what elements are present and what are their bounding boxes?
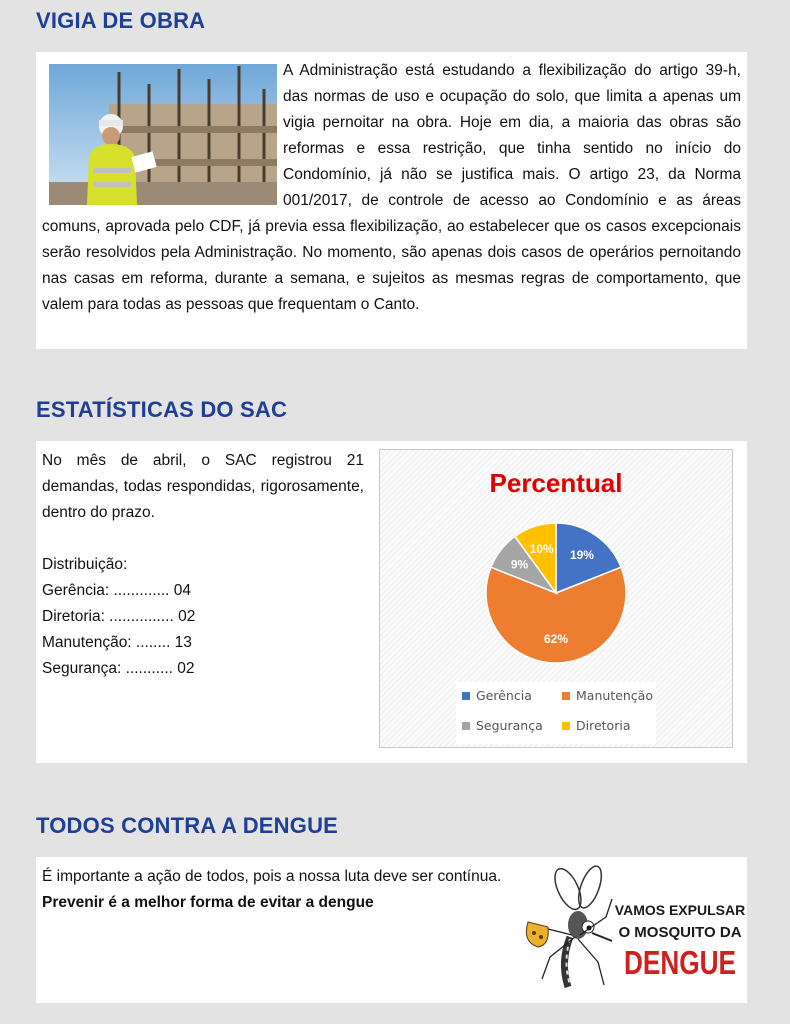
legend-label: Diretoria [576,718,631,733]
distribution-line: Gerência: ............. 04 [42,582,192,599]
legend-label: Manutenção [576,688,653,703]
dengue-text-block [42,864,508,916]
section-title-vigia: VIGIA DE OBRA [36,8,206,33]
distribution-line: Manutenção: ........ 13 [42,634,192,651]
logo-line-2: O MOSQUITO DA [618,924,742,941]
sac-intro: No mês de abril, o SAC registrou 21 demandas, todas respondidas, rigorosamente, dentro do prazo. [42,452,364,521]
distribution-line: Diretoria: ............... 02 [42,608,196,625]
logo-line-1: VAMOS EXPULSAR [614,902,746,918]
legend-label: Gerência [476,688,532,703]
mosquito-icon [526,863,612,987]
pie-data-label: 10% [529,542,554,557]
distribution-line: Segurança: ........... 02 [42,660,195,677]
legend-swatch [462,692,470,700]
vigia-paragraph: A Administração está estudando a flexibilização do artigo 39-h, das normas de uso e ocupação do solo, que limita a apenas um vigia pernoitar na obra. Hoje em dia, a maioria das obras são reformas e essa restrição, que tinha sentido no início do Condomínio, já não se justifica mais. O artigo 23, da Norma 001/2017, de controle de acesso ao Condomínio e as áreas comuns, aprovada pelo CDF, já previa essa flexibilização, ao estabelecer que os casos excepcionais serão resolvidos pela Administração. No momento, são apenas dois casos de operários pernoitando nas casas em reforma, durante a semana, e sujeitos as mesmas regras de comportamento, que valem para todas as pessoas que frequentam o Canto. [42,62,741,313]
legend-swatch [562,692,570,700]
sac-text-block [42,448,364,682]
legend-label: Segurança [476,718,543,733]
legend-swatch [562,722,570,730]
vigia-card [36,52,747,349]
distribution-label: Distribuição: [42,556,128,573]
construction-worker-photo [49,64,277,205]
pie-data-label: 19% [569,547,594,562]
dengue-bold-text: Prevenir é a melhor forma de evitar a dengue [42,894,374,911]
dengue-card [36,857,747,1003]
pie-data-label: 9% [510,557,529,572]
logo-line-3: DENGUE [624,944,736,981]
dengue-campaign-logo [520,867,746,992]
pie-data-label: 62% [543,632,569,647]
legend-swatch [462,722,470,730]
section-title-estatisticas: ESTATÍSTICAS DO SAC [36,397,288,422]
dengue-text: É importante a ação de todos, pois a nossa luta deve ser contínua. [42,868,502,885]
section-title-dengue: TODOS CONTRA A DENGUE [36,813,339,838]
chart-title: Percentual [489,468,623,498]
pie-chart [379,449,733,748]
pie-chart-svg [380,450,732,747]
sac-card [36,441,747,763]
